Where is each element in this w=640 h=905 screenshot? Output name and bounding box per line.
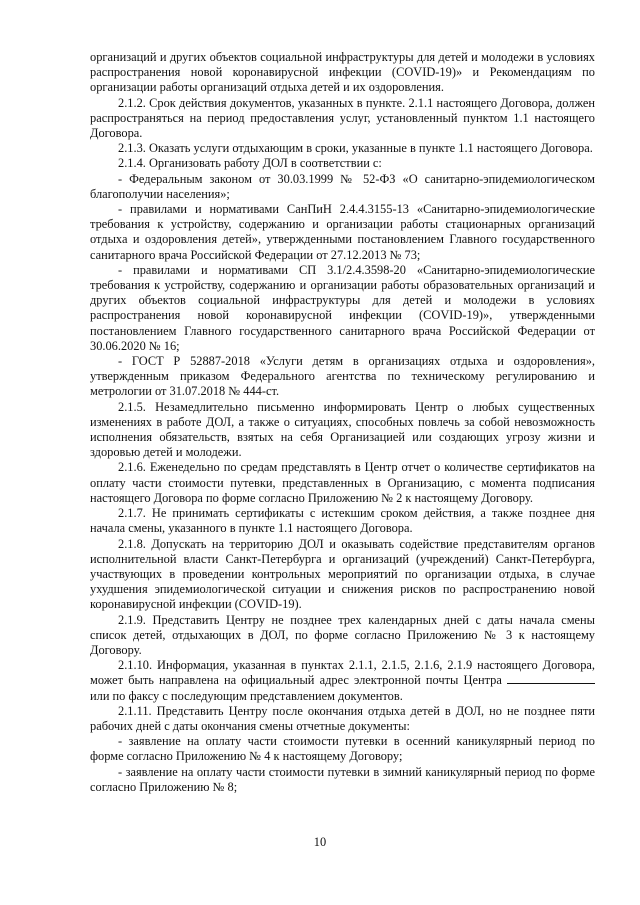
document-body	[90, 50, 595, 795]
paragraph: - заявление на оплату части стоимости путевки в зимний каникулярный период по форме согласно Приложению № 8;	[90, 764, 595, 794]
paragraph: 2.1.7. Не принимать сертификаты с истекшим сроком действия, а также позднее дня начала смены, указанного в пункте 1.1 настоящего Договора.	[90, 506, 595, 536]
paragraph: - ГОСТ Р 52887-2018 «Услуги детям в организациях отдыха и оздоровления», утвержденным приказом Федерального агентства по техническому регулированию и метрологии от 31.07.2018 № 444-ст.	[90, 354, 595, 399]
paragraph: 2.1.9. Представить Центру не позднее трех календарных дней с даты начала смены список детей, отдыхающих в ДОЛ, по форме согласно Приложению № 3 к настоящему Договору.	[90, 612, 595, 657]
paragraph: 2.1.11. Представить Центру после окончания отдыха детей в ДОЛ, но не позднее пяти рабочих дней с даты окончания смены отчетные документы:	[90, 703, 595, 733]
paragraph: 2.1.4. Организовать работу ДОЛ в соответствии с:	[118, 156, 382, 171]
paragraph: 2.1.8. Допускать на территорию ДОЛ и оказывать содействие представителям органов исполнительной власти Санкт-Петербурга и организаций (учреждений) Санкт-Петербурга, участвующих в проведении контрольных мероприятий по организации отдыха, в случае ухудшения эпидемиологической ситуации и снижения рисков по распространению новой коронавирусной инфекции (COVID-19).	[90, 536, 595, 612]
blank-fill-line	[507, 673, 595, 684]
paragraph: - правилами и нормативами СанПиН 2.4.4.3155-13 «Санитарно-эпидемиологические требования к устройству, содержанию и организации работы стационарных организаций отдыха и оздоровления детей», утвержденными постановлением Главного государственного санитарного врача Российской Федерации от 27.12.2013 № 73;	[90, 202, 595, 262]
paragraph: - Федеральным законом от 30.03.1999 № 52-ФЗ «О санитарно-эпидемиологическом благополучии населения»;	[90, 171, 595, 201]
paragraph: - правилами и нормативами СП 3.1/2.4.3598-20 «Санитарно-эпидемиологические требования к устройству, содержанию и организации работы образовательных организаций и других объектов социальной инфраструктуры для детей и молодежи в условиях распространения новой коронавирусной инфекции (COVID-19)», утвержденными постановлением Главного государственного санитарного врача Российской Федерации от 30.06.2020 № 16;	[90, 262, 595, 353]
paragraph-text: или по факсу с последующим представлением документов.	[90, 688, 403, 703]
paragraph-2-1-10	[90, 658, 595, 704]
paragraph: 2.1.6. Еженедельно по средам представлять в Центр отчет о количестве сертификатов на оплату части стоимости путевки, представленных в Организацию, с момента подписания настоящего Договора по форме согласно Приложению № 2 к настоящему Договору.	[90, 460, 595, 505]
paragraph: - заявление на оплату части стоимости путевки в осенний каникулярный период по форме согласно Приложению № 4 к настоящему Договору;	[90, 734, 595, 764]
paragraph: организаций и других объектов социальной инфраструктуры для детей и молодежи в условиях распространения новой коронавирусной инфекции (COVID-19)» и Рекомендациям по организации работы организаций отдыха детей и их оздоровления.	[90, 50, 595, 95]
page-number: 10	[313, 835, 327, 849]
paragraph: 2.1.2. Срок действия документов, указанных в пункте. 2.1.1 настоящего Договора, должен распространяться на период предоставления услуг, установленный пунктом 1.1 настоящего Договора.	[90, 95, 595, 141]
paragraph: 2.1.3. Оказать услуги отдыхающим в сроки, указанные в пункте 1.1 настоящего Договора.	[118, 141, 593, 156]
paragraph-text: 2.1.10. Информация, указанная в пунктах 2.1.1, 2.1.5, 2.1.6, 2.1.9 настоящего Договора, может быть направлена на официальный адрес электронной почты Центра	[90, 658, 595, 688]
paragraph: 2.1.5. Незамедлительно письменно информировать Центр о любых существенных изменениях в работе ДОЛ, а также о ситуациях, способных повлечь за собой невозможность исполнения обязательств, взятых на себя Организацией или создающих угрозу жизни и здоровью детей и молодежи.	[90, 399, 595, 460]
